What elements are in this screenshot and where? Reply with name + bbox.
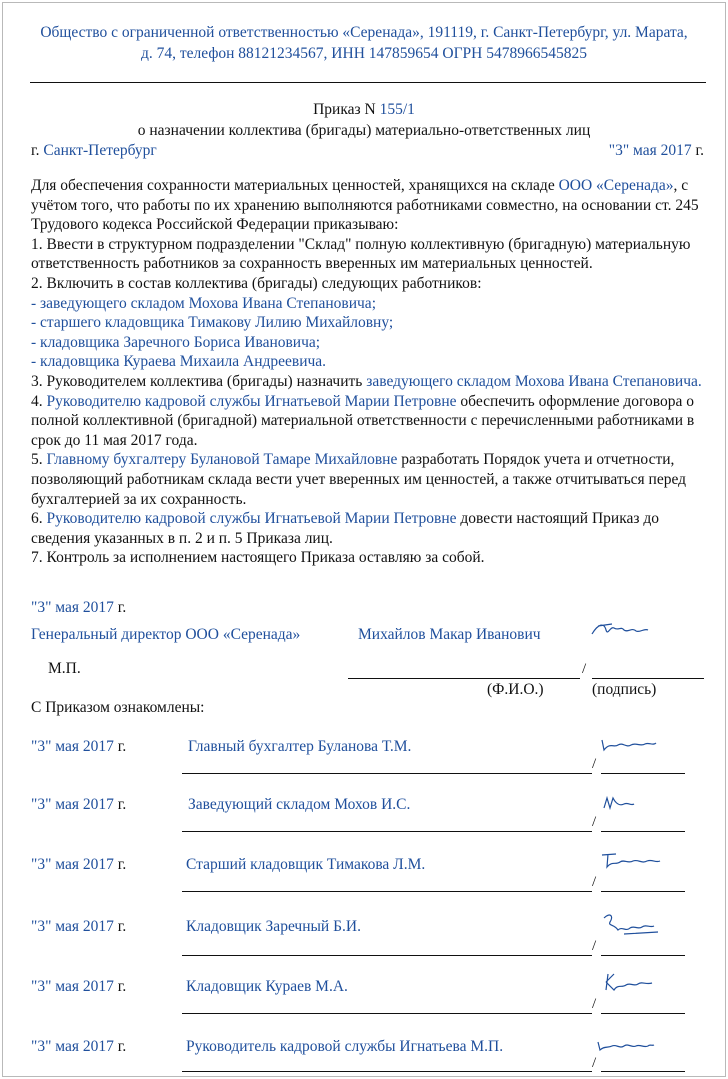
clause-1: 1. Ввести в структурном подразделении "Склад" полную коллективную (бригадную) материальную ответственность работников за сохранность вверенных им материальных ценностей. <box>31 235 691 273</box>
order-subtitle: о назначении коллектива (бригады) материально-ответственных лиц <box>137 122 591 139</box>
acquaint-sign-line <box>601 773 685 774</box>
acquaint-date: "3" мая 2017 г. <box>31 738 127 755</box>
acquaint-line <box>182 891 592 892</box>
acquaint-person: Старший кладовщик Тимакова Л.М. <box>186 856 426 873</box>
acquaint-heading: С Приказом ознакомлены: <box>31 699 205 716</box>
fio-caption: (Ф.И.О.) <box>487 681 544 698</box>
acquaint-line <box>182 1013 592 1014</box>
signature-caption: (подпись) <box>592 681 657 698</box>
clause-6: 6. Руководителю кадровой службы Игнатьевой Марии Петровне довести настоящий Приказ до сведения указанных в п. 2 и п. 5 Приказа лиц. <box>31 510 660 547</box>
order-body <box>31 176 707 568</box>
signature-image <box>598 849 664 873</box>
signature-image <box>600 970 658 996</box>
acquaint-date: "3" мая 2017 г. <box>31 796 127 813</box>
member-item: - старшего кладовщика Тимакову Лилию Михайловну; <box>31 314 394 332</box>
acquaint-line <box>182 1071 592 1072</box>
company-header-line-2: д. 74, телефон 88121234567, ИНН 147859654 ОГРН 5478966545825 <box>141 45 587 62</box>
member-item: - кладовщика Кураева Михаила Андреевича. <box>31 353 327 371</box>
intro-company: ООО «Серенада» <box>558 177 674 194</box>
order-title: Приказ N 155/1 <box>313 101 415 118</box>
slash-divider: / <box>582 661 587 677</box>
signoff-date: "3" мая 2017 г. <box>31 599 127 616</box>
signature-line <box>592 678 704 679</box>
signature-image <box>594 1034 656 1058</box>
slash-divider: / <box>592 814 597 830</box>
member-item: - кладовщика Заречного Бориса Ивановича; <box>31 333 321 351</box>
fio-line <box>348 678 580 679</box>
order-date: "3" мая 2017 г. <box>608 142 704 159</box>
clause-5: 5. Главному бухгалтеру Булановой Тамаре Михайловне разработать Порядок учета и отчетности, позволяющий работникам склада вести учет вверенных им ценностей, а также отчитываться перед бухгалтерией за их сохранность. <box>31 451 687 508</box>
acquaint-date: "3" мая 2017 г. <box>31 918 127 935</box>
acquaint-date: "3" мая 2017 г. <box>31 856 127 873</box>
clause-3: 3. Руководителем коллектива (бригады) назначить заведующего складом Мохова Ивана Степановича. <box>31 372 702 390</box>
acquaint-sign-line <box>601 831 685 832</box>
acquaint-person: Заведующий складом Мохов И.С. <box>188 796 411 813</box>
acquaint-person: Кладовщик Кураев М.А. <box>186 978 348 995</box>
acquaint-line <box>182 831 592 832</box>
acquaint-sign-line <box>601 891 685 892</box>
order-number: 155/1 <box>379 101 415 118</box>
acquaint-sign-line <box>601 955 685 956</box>
acquaint-date: "3" мая 2017 г. <box>31 978 127 995</box>
acquaint-line <box>182 773 592 774</box>
slash-divider: / <box>592 996 597 1012</box>
company-header-line-1: Общество с ограниченной ответственностью «Серенада», 191119, г. Санкт-Петербург, ул. Марата, <box>40 24 688 41</box>
clause-2: 2. Включить в состав коллектива (бригады) следующих работников: <box>31 274 482 292</box>
intro-paragraph: Для обеспечения сохранности материальных ценностей, хранящихся на складе ООО «Серенада», с учётом того, что работы по их хранению выполняются работниками совместно, на основании ст. 245 Трудового кодекса Российской Федерации приказываю: <box>31 177 699 234</box>
acquaint-sign-line <box>601 1013 685 1014</box>
director-position: Генеральный директор ООО «Серенада» <box>31 626 301 643</box>
stamp-label: М.П. <box>48 660 81 677</box>
slash-divider: / <box>592 1055 597 1071</box>
clause-7: 7. Контроль за исполнением настоящего Приказа оставляю за собой. <box>31 549 485 567</box>
acquaint-date: "3" мая 2017 г. <box>31 1038 127 1055</box>
director-signature <box>588 618 652 644</box>
acquaint-line <box>182 955 592 956</box>
acquaint-person: Кладовщик Заречный Б.И. <box>186 918 361 935</box>
company-header <box>20 22 708 64</box>
order-city: г. Санкт-Петербург <box>31 142 157 159</box>
slash-divider: / <box>592 874 597 890</box>
signature-image <box>598 732 660 756</box>
acquaint-person: Главный бухгалтер Буланова Т.М. <box>188 738 412 755</box>
member-item: - заведующего складом Мохова Ивана Степановича; <box>31 294 376 312</box>
signature-image <box>600 792 640 816</box>
acquaint-person: Руководитель кадровой службы Игнатьева М.П. <box>186 1038 504 1055</box>
signature-image <box>600 908 662 942</box>
slash-divider: / <box>592 756 597 772</box>
clause-4: 4. Руководителю кадровой службы Игнатьевой Марии Петровне обеспечить оформление договора о полной коллективной (бригадной) материальной ответственности с перечисленными работниками в срок до 11 мая 2017 года. <box>31 392 695 449</box>
header-divider <box>30 82 706 83</box>
acquaint-sign-line <box>601 1071 685 1072</box>
director-name: Михайлов Макар Иванович <box>358 626 541 643</box>
slash-divider: / <box>592 938 597 954</box>
